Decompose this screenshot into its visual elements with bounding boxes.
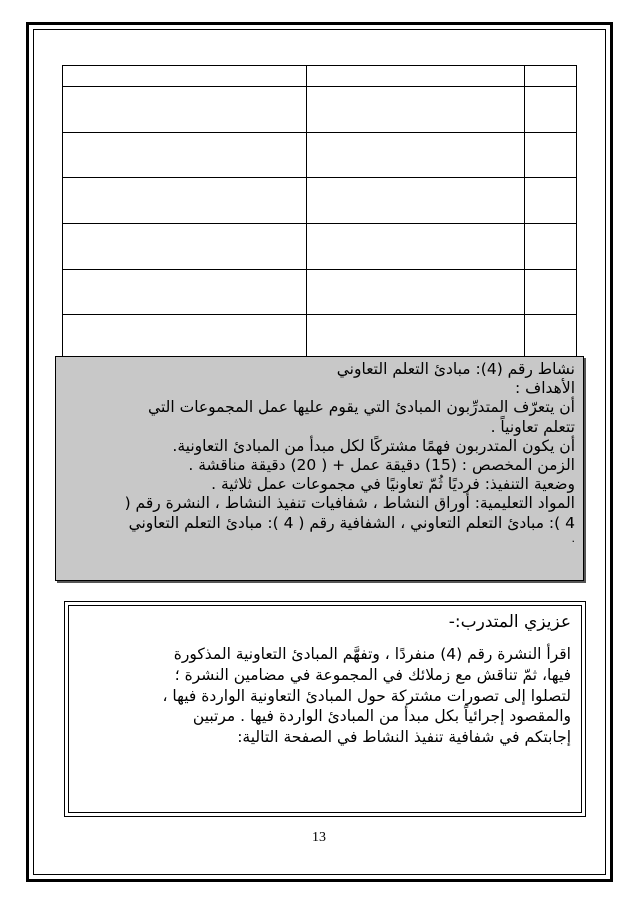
table-row <box>63 315 577 361</box>
trainee-box <box>64 601 586 817</box>
trainee-line: والمقصود إجرائياً بكل مبدأ من المبادئ الواردة فيها . مرتبين <box>192 707 571 726</box>
table-cell <box>63 132 307 178</box>
table-row <box>63 178 577 224</box>
table-cell <box>525 132 577 178</box>
table-cell <box>307 178 525 224</box>
trainee-line: فيها، ثمّ تناقش مع زملائك في المجموعة في مضامين النشرة ؛ <box>174 665 571 684</box>
table-cell <box>63 87 307 133</box>
objectives-label: الأهداف : <box>515 379 575 398</box>
table-cell <box>63 178 307 224</box>
table-row <box>63 132 577 178</box>
objective-2: أن يكون المتدربون فهمًا مشتركًا لكل مبدأ من المبادئ التعاونية. <box>172 436 575 455</box>
trainee-heading: عزيزي المتدرب:- <box>448 612 571 632</box>
table-cell <box>63 223 307 269</box>
table-cell <box>307 269 525 315</box>
table-cell <box>525 269 577 315</box>
table-cell <box>63 315 307 361</box>
materials-line1: المواد التعليمية: أوراق النشاط ، شفافيات تنفيذ النشاط ، النشرة رقم ( <box>124 494 575 513</box>
table-cell <box>525 87 577 133</box>
table-cell <box>525 178 577 224</box>
activity-execution: وضعية التنفيذ: فرديًا ثُمّ تعاونيًا في مجموعات عمل ثلاثية . <box>211 475 575 494</box>
materials-line3: . <box>571 531 575 545</box>
trainee-line: إجابتكم في شفافية تنفيذ النشاط في الصفحة التالية: <box>237 728 571 747</box>
activity-title: نشاط رقم (4): مبادئ التعلم التعاوني <box>336 360 575 378</box>
table-cell <box>525 66 577 87</box>
table-cell <box>307 87 525 133</box>
table-cell <box>307 66 525 87</box>
table-cell <box>525 315 577 361</box>
table-cell <box>307 315 525 361</box>
activity-box <box>55 356 584 581</box>
activity-time: الزمن المخصص : (15) دقيقة عمل + ( 20) دقيقة مناقشة . <box>188 456 575 475</box>
trainee-line: اقرأ النشرة رقم (4) منفردًا ، وتفهَّم المبادئ التعاونية المذكورة <box>173 645 571 663</box>
table-cell <box>63 66 307 87</box>
table-cell <box>307 223 525 269</box>
table-row <box>63 223 577 269</box>
table-cell <box>63 269 307 315</box>
trainee-box-inner <box>68 605 582 813</box>
objective-1-line2: تتعلم تعاونياً . <box>490 417 575 436</box>
objective-1-line1: أن يتعرّف المتدرِّبون المبادئ التي يقوم عليها عمل المجموعات التي <box>148 398 575 417</box>
table-row <box>63 269 577 315</box>
page-number: 13 <box>312 830 326 845</box>
empty-table <box>62 65 577 361</box>
table-row <box>63 87 577 133</box>
table-row <box>63 66 577 87</box>
materials-line2: 4 ): مبادئ التعلم التعاوني ، الشفافية رقم ( 4 ): مبادئ التعلم التعاوني <box>128 513 575 532</box>
table-cell <box>307 132 525 178</box>
trainee-line: لتصلوا إلى تصورات مشتركة حول المبادئ التعاونية الواردة فيها ، <box>162 686 571 705</box>
table-cell <box>525 223 577 269</box>
